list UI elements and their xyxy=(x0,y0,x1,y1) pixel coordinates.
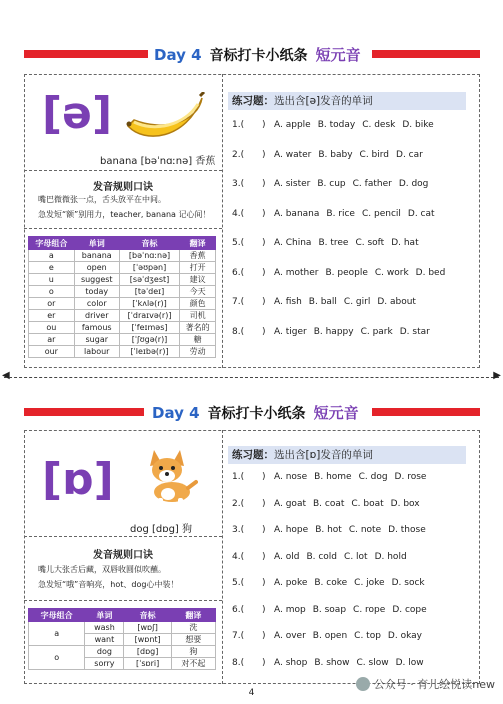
answer-blank[interactable]: ) xyxy=(262,472,266,482)
rule-lines xyxy=(38,192,210,222)
rule-title: 发音规则口诀 xyxy=(93,182,153,193)
cell: color xyxy=(74,298,119,310)
answer-blank[interactable]: ) xyxy=(262,267,266,278)
answer-option[interactable]: D. sock xyxy=(391,578,425,588)
question-row xyxy=(232,268,452,278)
answer-option[interactable]: D. dog xyxy=(398,179,429,189)
cell: want xyxy=(85,634,124,646)
card-title: 音标打卡小纸条 xyxy=(209,47,308,64)
example-word: banana [bəˈnɑːnə] 香蕉 xyxy=(100,156,216,167)
cell: labour xyxy=(74,346,119,358)
rule-line: 急发短“哦”音响亮，hot、dog心中装！ xyxy=(38,580,179,589)
question-number[interactable]: 6.( xyxy=(232,604,245,615)
question-number[interactable]: 3.( xyxy=(232,179,245,189)
answer-blank[interactable]: ) xyxy=(262,631,266,641)
answer-option[interactable]: C. bird xyxy=(359,149,390,160)
col-header: 字母组合 xyxy=(29,609,85,622)
cell: e xyxy=(29,262,75,274)
answer-option[interactable]: A. shop xyxy=(274,657,308,668)
cell: [ˈʃʊgə(r)] xyxy=(119,334,179,346)
table-row xyxy=(29,646,216,658)
cell: 想要 xyxy=(171,634,215,646)
answer-option[interactable]: C. lot xyxy=(344,551,368,562)
answer-blank[interactable]: ) xyxy=(262,498,266,509)
exercise-label: 练习题： xyxy=(232,449,274,461)
answer-option[interactable]: B. today xyxy=(317,120,356,130)
table-row xyxy=(29,346,216,358)
phoneme-symbol: [ə] xyxy=(42,88,113,139)
col-header: 单词 xyxy=(85,609,124,622)
column-divider xyxy=(222,74,223,368)
question-row xyxy=(232,605,434,615)
answer-option[interactable]: D. star xyxy=(399,326,430,337)
question-row xyxy=(232,209,442,219)
cell: ou xyxy=(29,322,75,334)
answer-option[interactable]: B. hot xyxy=(315,525,342,535)
card-subtitle: 短元音 xyxy=(315,46,361,64)
table-row xyxy=(29,250,216,262)
answer-blank[interactable]: ) xyxy=(262,238,266,248)
row-divider xyxy=(24,600,222,601)
answer-option[interactable]: A. fish xyxy=(274,297,302,307)
cell: er xyxy=(29,310,75,322)
answer-blank[interactable]: ) xyxy=(262,551,266,562)
answer-option[interactable]: A. poke xyxy=(274,578,308,588)
rule-line: 嘴巴微微张一点，舌头放平在中间。 xyxy=(38,195,166,204)
answer-option[interactable]: B. baby xyxy=(318,149,353,160)
row-divider xyxy=(24,536,222,537)
question-number[interactable]: 8.( xyxy=(232,657,245,668)
col-header: 字母组合 xyxy=(29,237,75,250)
cell: 对不起 xyxy=(171,658,215,670)
col-header: 单词 xyxy=(74,237,119,250)
answer-option[interactable]: B. cold xyxy=(306,551,338,562)
cell: o xyxy=(29,286,75,298)
question-row xyxy=(232,238,426,248)
answer-option[interactable]: D. low xyxy=(395,657,424,668)
answer-option[interactable]: A. hope xyxy=(274,525,309,535)
question-number[interactable]: 8.( xyxy=(232,326,245,337)
rule-lines xyxy=(38,562,178,592)
answer-blank[interactable]: ) xyxy=(262,326,266,337)
question-row xyxy=(232,658,431,668)
answer-option[interactable]: C. soft xyxy=(355,238,385,248)
answer-option[interactable]: A. sister xyxy=(274,179,311,189)
rule-line: 急发短“额”别用力，teacher, banana 记心间！ xyxy=(38,210,211,219)
answer-option[interactable]: A. water xyxy=(274,149,312,160)
cell: [ˈdraɪvə(r)] xyxy=(119,310,179,322)
table-row xyxy=(29,262,216,274)
day-label: Day 4 xyxy=(154,45,202,64)
cell: ar xyxy=(29,334,75,346)
cell: our xyxy=(29,346,75,358)
answer-blank[interactable]: ) xyxy=(262,120,266,130)
answer-option[interactable]: C. park xyxy=(360,326,393,337)
cut-arrow-right: ▶ xyxy=(493,370,501,381)
question-row xyxy=(232,120,441,130)
question-number[interactable]: 1.( xyxy=(232,472,245,482)
answer-option[interactable]: D. about xyxy=(377,297,416,307)
answer-option[interactable]: C. top xyxy=(354,631,381,641)
phoneme-symbol: [ɒ] xyxy=(42,454,114,505)
card-title: 音标打卡小纸条 xyxy=(207,405,306,422)
red-bar-left xyxy=(24,50,148,58)
question-number[interactable]: 5.( xyxy=(232,238,245,248)
table-row xyxy=(29,322,216,334)
cell: wash xyxy=(85,622,124,634)
cell: u xyxy=(29,274,75,286)
question-row xyxy=(232,472,433,482)
answer-option[interactable]: C. slow xyxy=(356,657,389,668)
cell: [ˈsɒri] xyxy=(124,658,171,670)
question-row xyxy=(232,499,427,509)
row-divider xyxy=(24,228,222,229)
answer-option[interactable]: D. hold xyxy=(374,551,407,562)
table-row xyxy=(29,298,216,310)
exercise-label: 练习题： xyxy=(232,95,274,107)
answer-option[interactable]: D. cope xyxy=(392,604,427,615)
cell: famous xyxy=(74,322,119,334)
question-number[interactable]: 3.( xyxy=(232,525,245,535)
answer-blank[interactable]: ) xyxy=(262,297,266,307)
answer-option[interactable]: A. mop xyxy=(274,604,306,615)
answer-option[interactable]: C. rope xyxy=(353,604,386,615)
col-header: 音标 xyxy=(124,609,171,622)
answer-option[interactable]: C. girl xyxy=(343,297,371,307)
exercise-heading xyxy=(228,446,466,464)
answer-blank[interactable]: ) xyxy=(262,578,266,588)
col-header: 翻译 xyxy=(180,237,216,250)
answer-option[interactable]: C. pencil xyxy=(361,208,401,219)
cell: 颜色 xyxy=(180,298,216,310)
cell: [səˈdʒest] xyxy=(119,274,179,286)
cell: 著名的 xyxy=(180,322,216,334)
question-number[interactable]: 7.( xyxy=(232,631,245,641)
cell: 香蕉 xyxy=(180,250,216,262)
question-number[interactable]: 2.( xyxy=(232,149,245,160)
day-label: Day 4 xyxy=(152,403,200,422)
question-row xyxy=(232,179,435,189)
col-header: 翻译 xyxy=(171,609,215,622)
answer-option[interactable]: C. note xyxy=(348,525,382,535)
table-row xyxy=(29,274,216,286)
cell: banana xyxy=(74,250,119,262)
question-number[interactable]: 7.( xyxy=(232,297,245,307)
answer-option[interactable]: D. bike xyxy=(402,120,434,130)
spelling-table xyxy=(28,608,216,670)
answer-option[interactable]: C. work xyxy=(374,267,409,278)
answer-option[interactable]: C. desk xyxy=(362,120,396,130)
cell: 劳动 xyxy=(180,346,216,358)
answer-option[interactable]: B. show xyxy=(314,657,350,668)
red-bar-right xyxy=(372,408,480,416)
exercise-instruction: 选出含[ɒ]发音的单词 xyxy=(274,449,373,461)
question-number[interactable]: 4.( xyxy=(232,208,245,219)
table-row xyxy=(29,286,216,298)
table-header-row xyxy=(29,609,216,622)
question-row xyxy=(232,631,429,641)
answer-option[interactable]: D. hat xyxy=(391,238,419,248)
answer-option[interactable]: B. tree xyxy=(318,238,349,248)
answer-option[interactable]: A. apple xyxy=(274,120,311,130)
red-bar-right xyxy=(372,50,480,58)
answer-option[interactable]: B. happy xyxy=(313,326,354,337)
answer-blank[interactable]: ) xyxy=(262,604,266,615)
cell: [bəˈnɑːnə] xyxy=(119,250,179,262)
question-number[interactable]: 4.( xyxy=(232,551,245,562)
question-number[interactable]: 5.( xyxy=(232,578,245,588)
answer-option[interactable]: A. over xyxy=(274,631,306,641)
answer-option[interactable]: B. home xyxy=(314,472,352,482)
cell: [ˈleɪbə(r)] xyxy=(119,346,179,358)
watermark-text: 公众号 · 育儿绘悦读new xyxy=(373,678,495,691)
answer-blank[interactable]: ) xyxy=(262,179,266,189)
col-header: 音标 xyxy=(119,237,179,250)
question-row xyxy=(232,150,430,160)
answer-option[interactable]: B. soap xyxy=(312,604,347,615)
answer-option[interactable]: A. old xyxy=(274,551,300,562)
card-header xyxy=(152,402,359,423)
table-header-row xyxy=(29,237,216,250)
cell: 狗 xyxy=(171,646,215,658)
answer-option[interactable]: B. people xyxy=(325,267,368,278)
cell: [dɒg] xyxy=(124,646,171,658)
example-word: dog [dɒg] 狗 xyxy=(130,524,193,535)
cell: 打开 xyxy=(180,262,216,274)
cell: suggest xyxy=(74,274,119,286)
cell: a xyxy=(29,250,75,262)
cell: [təˈdeɪ] xyxy=(119,286,179,298)
answer-option[interactable]: C. joke xyxy=(354,578,385,588)
answer-option[interactable]: D. those xyxy=(388,525,426,535)
page-number: 4 xyxy=(248,688,255,698)
rule-title: 发音规则口诀 xyxy=(93,550,153,561)
question-row xyxy=(232,297,423,307)
question-row xyxy=(232,552,414,562)
answer-option[interactable]: B. rice xyxy=(326,208,355,219)
answer-blank[interactable]: ) xyxy=(262,149,266,160)
answer-option[interactable]: D. cat xyxy=(407,208,435,219)
cell: open xyxy=(74,262,119,274)
cell: dog xyxy=(85,646,124,658)
question-row xyxy=(232,578,432,588)
table-row xyxy=(29,622,216,634)
card-header xyxy=(154,44,361,65)
table-row xyxy=(29,310,216,322)
rule-line: 嘴儿大张舌后藏，双唇收圆似吹蘸。 xyxy=(38,565,166,574)
cell: [ˈəʊpən] xyxy=(119,262,179,274)
answer-option[interactable]: B. ball xyxy=(308,297,337,307)
answer-option[interactable]: D. box xyxy=(390,498,420,509)
cut-line xyxy=(4,377,499,378)
card-subtitle: 短元音 xyxy=(313,404,359,422)
answer-option[interactable]: A. goat xyxy=(274,498,306,509)
answer-option[interactable]: D. okay xyxy=(387,631,422,641)
cell: [wɒnt] xyxy=(124,634,171,646)
answer-option[interactable]: C. dog xyxy=(358,472,388,482)
answer-option[interactable]: C. boat xyxy=(351,498,384,509)
cell: o xyxy=(29,646,85,670)
red-bar-left xyxy=(24,408,144,416)
answer-option[interactable]: C. father xyxy=(352,179,392,189)
answer-option[interactable]: A. China xyxy=(274,238,312,248)
dog-picture xyxy=(142,446,198,510)
cell: 建议 xyxy=(180,274,216,286)
cell: 洗 xyxy=(171,622,215,634)
question-row xyxy=(232,327,437,337)
cell: sugar xyxy=(74,334,119,346)
banana-picture xyxy=(124,92,206,142)
exercise-heading xyxy=(228,92,466,110)
answer-option[interactable]: B. open xyxy=(312,631,348,641)
cell: driver xyxy=(74,310,119,322)
cell: a xyxy=(29,622,85,646)
column-divider xyxy=(222,430,223,684)
question-row xyxy=(232,525,433,535)
question-number[interactable]: 1.( xyxy=(232,120,245,130)
cell: 司机 xyxy=(180,310,216,322)
answer-option[interactable]: D. bed xyxy=(415,267,446,278)
table-row xyxy=(29,334,216,346)
answer-blank[interactable]: ) xyxy=(262,657,266,668)
answer-option[interactable]: A. mother xyxy=(274,267,319,278)
cell: today xyxy=(74,286,119,298)
answer-option[interactable]: B. coke xyxy=(314,578,348,588)
exercise-instruction: 选出含[ə]发音的单词 xyxy=(274,95,373,107)
answer-blank[interactable]: ) xyxy=(262,525,266,535)
cut-arrow-left: ◀ xyxy=(2,370,10,381)
cell: 糖 xyxy=(180,334,216,346)
answer-option[interactable]: B. coat xyxy=(312,498,345,509)
cell: or xyxy=(29,298,75,310)
question-number[interactable]: 2.( xyxy=(232,498,245,509)
answer-option[interactable]: D. rose xyxy=(394,472,427,482)
cell: 今天 xyxy=(180,286,216,298)
answer-option[interactable]: A. nose xyxy=(274,472,308,482)
answer-option[interactable]: A. banana xyxy=(274,208,320,219)
spelling-table xyxy=(28,236,216,358)
cell: [ˈkʌlə(r)] xyxy=(119,298,179,310)
row-divider xyxy=(24,170,222,171)
answer-option[interactable]: D. car xyxy=(396,149,423,160)
answer-option[interactable]: A. tiger xyxy=(274,326,307,337)
cell: [ˈfeɪməs] xyxy=(119,322,179,334)
cell: sorry xyxy=(85,658,124,670)
cell: [wɒʃ] xyxy=(124,622,171,634)
question-number[interactable]: 6.( xyxy=(232,267,245,278)
answer-option[interactable]: B. cup xyxy=(317,179,346,189)
answer-blank[interactable]: ) xyxy=(262,208,266,219)
